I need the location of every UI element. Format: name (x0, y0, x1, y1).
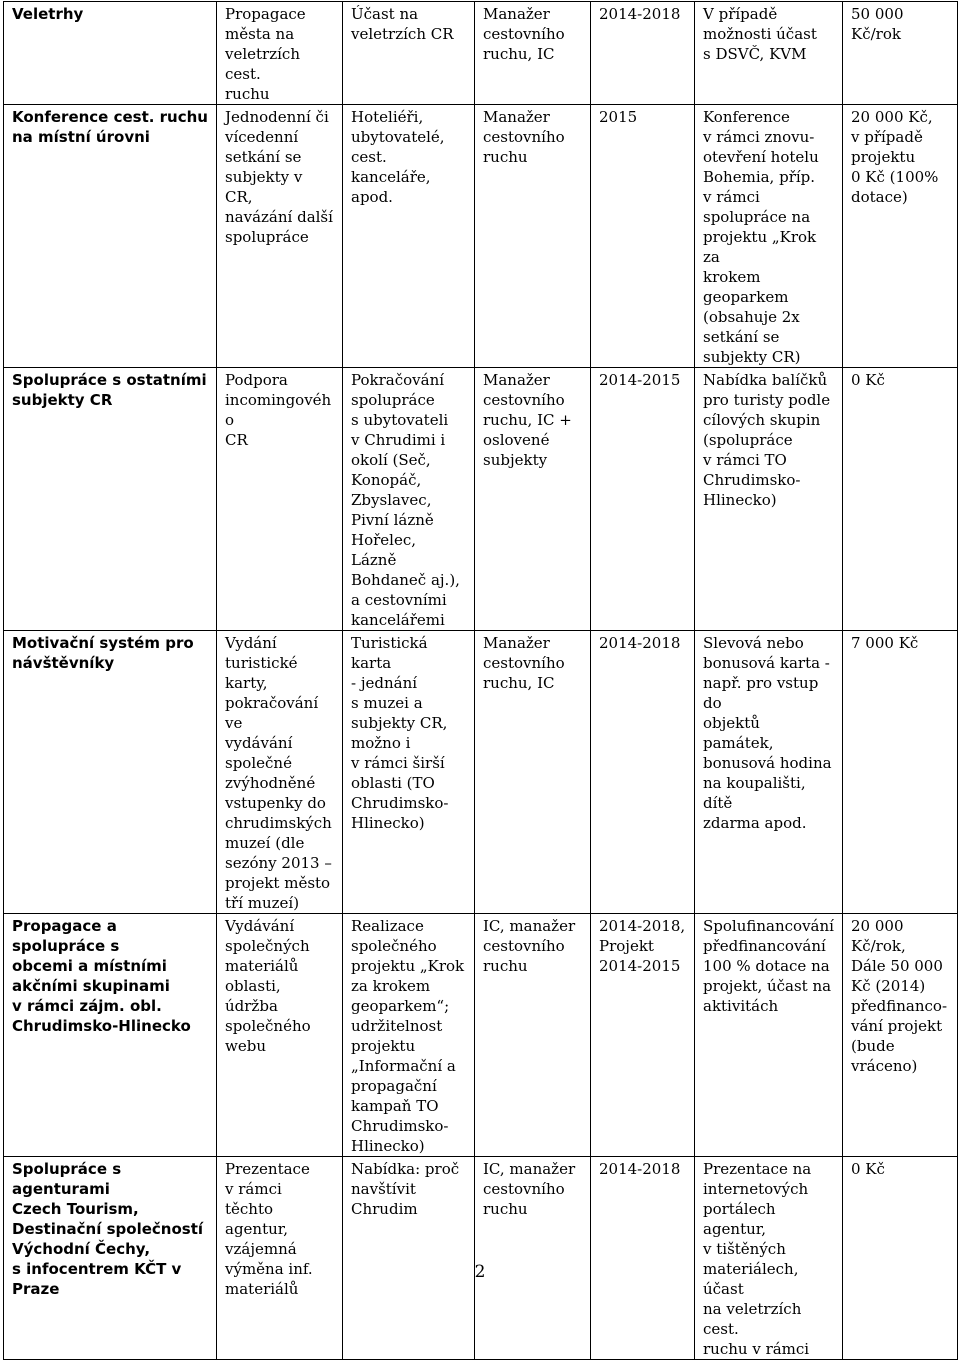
cell-activity: Propagace města na veletrzích cest. ruchu (217, 2, 343, 105)
cell-description: Turistická karta - jednání s muzei a subjekty CR, možno i v rámci širší oblasti (TO Chrudimsko- Hlinecko) (343, 631, 475, 914)
page-number: 2 (474, 1262, 486, 1282)
cell-area: Propagace a spolupráce s obcemi a místními akčními skupinami v rámci zájm. obl. Chrudimsko-Hlinecko (4, 914, 217, 1157)
cell-note: Prezentace na internetových portálech agentur, v tištěných materiálech, účast na veletrzích cest. ruchu v rámci (695, 1157, 843, 1360)
cell-cost: 50 000 Kč/rok (843, 2, 958, 105)
cell-activity: Vydávání společných materiálů oblasti, údržba společného webu (217, 914, 343, 1157)
cell-description: Realizace společného projektu „Krok za krokem geoparkem“; udržitelnost projektu „Informační a propagační kampaň TO Chrudimsko- Hlinecko) (343, 914, 475, 1157)
cell-note: Spolufinancování předfinancování 100 % dotace na projekt, účast na aktivitách (695, 914, 843, 1157)
cell-area: Veletrhy (4, 2, 217, 105)
table-row (4, 914, 958, 1157)
cell-area: Konference cest. ruchu na místní úrovni (4, 105, 217, 368)
cell-description: Pokračování spolupráce s ubytovateli v Chrudimi i okolí (Seč, Konopáč, Zbyslavec, Pivní lázně Hořelec, Lázně Bohdaneč aj.), a cestovními kancelářemi (343, 368, 475, 631)
table-row (4, 105, 958, 368)
table-row (4, 368, 958, 631)
cell-description: Nabídka: proč navštívit Chrudim (343, 1157, 475, 1360)
cell-cost: 0 Kč (843, 368, 958, 631)
cell-activity: Prezentace v rámci těchto agentur, vzájemná výměna inf. materiálů (217, 1157, 343, 1360)
cell-note: Slevová nebo bonusová karta - např. pro vstup do objektů památek, bonusová hodina na koupališti, dítě zdarma apod. (695, 631, 843, 914)
table-row (4, 631, 958, 914)
cell-period: 2014-2018 (591, 1157, 695, 1360)
cell-period: 2014-2018 (591, 2, 695, 105)
cell-cost: 20 000 Kč/rok, Dále 50 000 Kč (2014) předfinanco- vání projekt (bude vráceno) (843, 914, 958, 1157)
table-body (4, 2, 958, 1360)
cell-cost: 0 Kč (843, 1157, 958, 1360)
table-row (4, 2, 958, 105)
cell-responsible: IC, manažer cestovního ruchu (475, 914, 591, 1157)
cell-activity: Vydání turistické karty, pokračování ve vydávání společné zvýhodněné vstupenky do chrudimských muzeí (dle sezóny 2013 – projekt město tří muzeí) (217, 631, 343, 914)
cell-activity: Podpora incomingového CR (217, 368, 343, 631)
cell-cost: 7 000 Kč (843, 631, 958, 914)
table-row (4, 1157, 958, 1360)
cell-period: 2015 (591, 105, 695, 368)
cell-area: Spolupráce s agenturami Czech Tourism, Destinační společností Východní Čechy, s infocentrem KČT v Praze (4, 1157, 217, 1360)
cell-responsible: Manažer cestovního ruchu (475, 105, 591, 368)
cell-period: 2014-2018 (591, 631, 695, 914)
cell-description: Účast na veletrzích CR (343, 2, 475, 105)
cell-note: V případě možnosti účast s DSVČ, KVM (695, 2, 843, 105)
cell-responsible: IC, manažer cestovního ruchu (475, 1157, 591, 1360)
cell-period: 2014-2015 (591, 368, 695, 631)
cell-responsible: Manažer cestovního ruchu, IC + oslovené subjekty (475, 368, 591, 631)
cell-note: Konference v rámci znovu- otevření hotelu Bohemia, příp. v rámci spolupráce na projektu „Krok za krokem geoparkem (obsahuje 2x setkání se subjekty CR) (695, 105, 843, 368)
cell-description: Hoteliéři, ubytovatelé, cest. kanceláře, apod. (343, 105, 475, 368)
cell-area: Spolupráce s ostatními subjekty CR (4, 368, 217, 631)
cell-responsible: Manažer cestovního ruchu, IC (475, 2, 591, 105)
cell-responsible: Manažer cestovního ruchu, IC (475, 631, 591, 914)
cell-note: Nabídka balíčků pro turisty podle cílových skupin (spolupráce v rámci TO Chrudimsko- Hlinecko) (695, 368, 843, 631)
cell-area: Motivační systém pro návštěvníky (4, 631, 217, 914)
cell-activity: Jednodenní či vícedenní setkání se subjekty v CR, navázání další spolupráce (217, 105, 343, 368)
cell-period: 2014-2018, Projekt 2014-2015 (591, 914, 695, 1157)
cell-cost: 20 000 Kč, v případě projektu 0 Kč (100% dotace) (843, 105, 958, 368)
activity-plan-table (3, 1, 958, 1360)
